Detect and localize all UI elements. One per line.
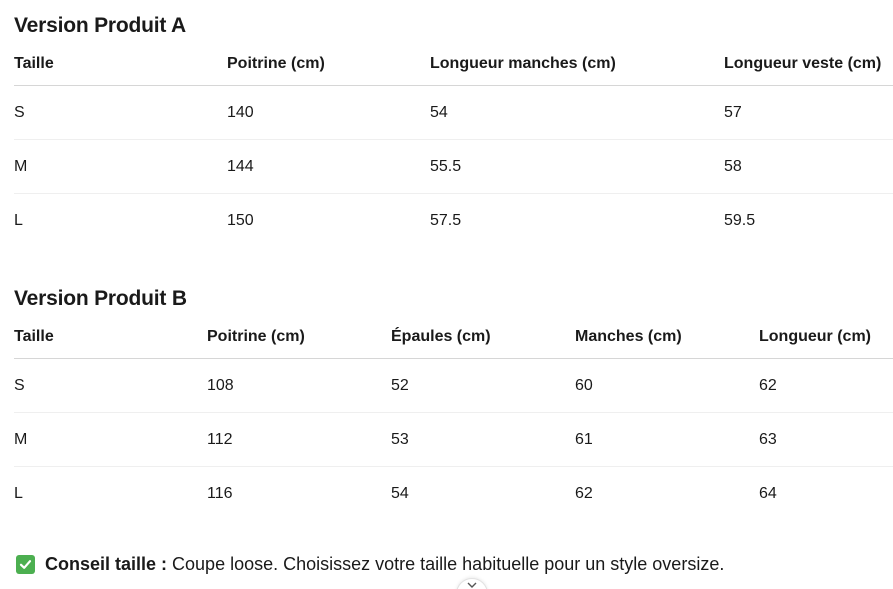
table-cell: L <box>14 211 23 229</box>
table-cell: M <box>14 140 227 194</box>
table-cell: 150 <box>227 211 254 229</box>
column-header: Taille <box>14 42 227 86</box>
table-cell: S <box>14 359 207 413</box>
table-cell: 140 <box>227 86 430 140</box>
table-cell: S <box>14 86 227 140</box>
table-cell: 108 <box>207 359 391 413</box>
table-header-row <box>14 42 893 86</box>
scroll-down-button[interactable] <box>456 578 488 589</box>
table-row <box>14 140 893 194</box>
table-cell: 60 <box>575 359 759 413</box>
chevron-down-icon <box>467 582 477 588</box>
section-a-title: Version Produit A <box>14 14 187 37</box>
column-header: Longueur manches (cm) <box>430 42 724 86</box>
size-advice <box>16 552 724 576</box>
table-header-row <box>14 315 893 359</box>
table-cell: L <box>14 484 23 502</box>
column-header: Taille <box>14 315 207 359</box>
column-header: Manches (cm) <box>575 315 759 359</box>
table-row <box>14 194 893 248</box>
table-cell: 144 <box>227 140 430 194</box>
table-row <box>14 413 893 467</box>
table-cell: 62 <box>575 484 593 502</box>
table-cell: M <box>14 413 207 467</box>
table-cell: 55.5 <box>430 140 724 194</box>
table-cell: 112 <box>207 413 391 467</box>
size-table-a <box>14 42 893 247</box>
table-row <box>14 359 893 413</box>
column-header: Longueur (cm) <box>759 315 893 359</box>
column-header: Poitrine (cm) <box>207 315 391 359</box>
column-header: Poitrine (cm) <box>227 42 430 86</box>
table-cell: 54 <box>391 484 409 502</box>
table-cell: 63 <box>759 413 893 467</box>
table-cell: 53 <box>391 413 575 467</box>
size-advice-label: Conseil taille : <box>45 553 168 574</box>
size-table-section-a <box>14 10 893 247</box>
table-cell: 54 <box>430 86 724 140</box>
column-header: Épaules (cm) <box>391 315 575 359</box>
column-header: Longueur veste (cm) <box>724 42 893 86</box>
section-b-title: Version Produit B <box>14 287 187 310</box>
table-cell: 57 <box>724 86 893 140</box>
table-cell: 62 <box>759 359 893 413</box>
size-table-b <box>14 315 893 520</box>
check-mark-icon <box>16 555 35 574</box>
table-cell: 57.5 <box>430 211 462 229</box>
table-row <box>14 467 893 521</box>
table-cell: 116 <box>207 484 233 502</box>
table-row <box>14 86 893 140</box>
table-cell: 58 <box>724 140 893 194</box>
table-cell: 52 <box>391 359 575 413</box>
table-cell: 61 <box>575 413 759 467</box>
size-advice-text: Coupe loose. Choisissez votre taille habituelle pour un style oversize. <box>172 553 725 574</box>
table-cell: 59.5 <box>724 211 756 229</box>
table-cell: 64 <box>759 484 777 502</box>
size-table-section-b <box>14 283 893 520</box>
